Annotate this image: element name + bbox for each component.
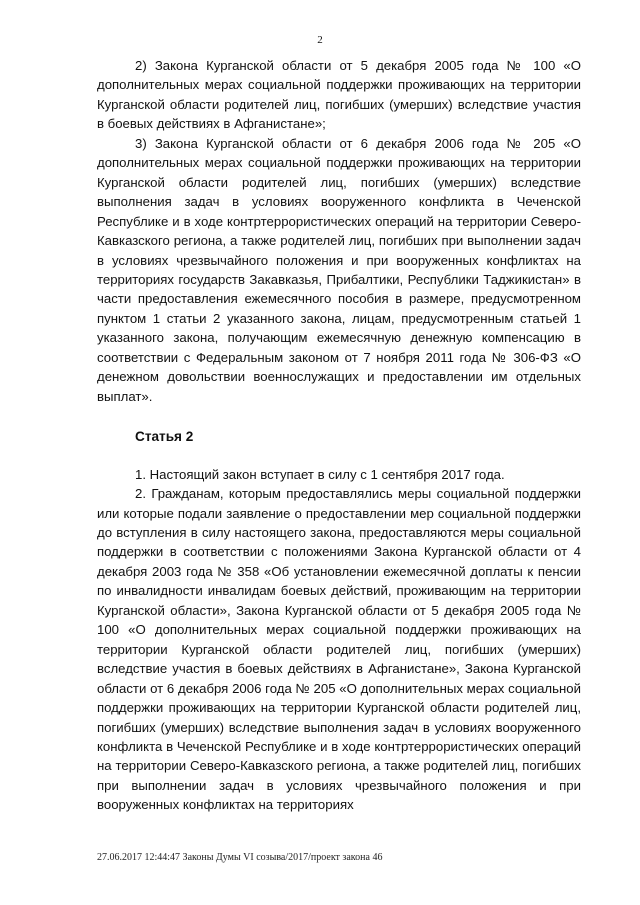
- article-heading: Статья 2: [135, 429, 194, 445]
- page-number: 2: [317, 34, 323, 46]
- article-paragraph-2: 2. Гражданам, которым предоставлялись меры социальной поддержки или которые подали заявление о предоставлении мер социальной поддержки до вступления в силу настоящего закона, предоставляются меры социальной поддержки в соответствии с положениями Закона Курганской области от 4 декабря 2003 года № 358 «Об установлении ежемесячной доплаты к пенсии по инвалидности инвалидам боевых действий, проживающим на территории Курганской области», Закона Курганской области от 5 декабря 2005 года № 100 «О дополнительных мерах социальной поддержки проживающих на территории Курганской области родителей лиц, погибших (умерших) вследствие участия в боевых действиях в Афганистане», Закона Курганской области от 6 декабря 2006 года № 205 «О дополнительных мерах социальной поддержки проживающих на территории Курганской области родителей лиц, погибших (умерших) вследствие выполнения задач в условиях вооруженного конфликта в Чеченской Республике и в ходе контртеррористических операций на территории Северо-Кавказского региона, а также родителей лиц, погибших при выполнении задач в условиях чрезвычайного положения и при вооруженных конфликтах на территориях: [97, 486, 581, 813]
- article-paragraph-1: 1. Настоящий закон вступает в силу с 1 сентября 2017 года.: [135, 466, 505, 482]
- list-item-2: 2) Закона Курганской области от 5 декабря 2005 года № 100 «О дополнительных мерах социальной поддержки проживающих на территории Курганской области родителей лиц, погибших (умерших) вследствие участия в боевых действиях в Афганистане»;: [97, 58, 581, 132]
- list-item-3: 3) Закона Курганской области от 6 декабря 2006 года № 205 «О дополнительных мерах социальной поддержки проживающих на территории Курганской области родителей лиц, погибших (умерших) вследствие выполнения задач в условиях вооруженного конфликта в Чеченской Республике и в ходе контртеррористических операций на территории Северо-Кавказского региона, а также родителей лиц, погибших при выполнении задач в условиях чрезвычайного положения и при вооруженных конфликтах на территориях государств Закавказья, Прибалтики, Республики Таджикистан» в части предоставления ежемесячного пособия в размере, предусмотренном пунктом 1 статьи 2 указанного закона, лицам, предусмотренным статьей 1 указанного закона, получающим ежемесячную денежную компенсацию в соответствии с Федеральным законом от 7 ноября 2011 года № 306-ФЗ «О денежном довольствии военнослужащих и предоставлении им отдельных выплат».: [97, 135, 581, 404]
- page-footer: 27.06.2017 12:44:47 Законы Думы VI созыва/2017/проект закона 46: [97, 852, 383, 863]
- document-body: [97, 56, 581, 815]
